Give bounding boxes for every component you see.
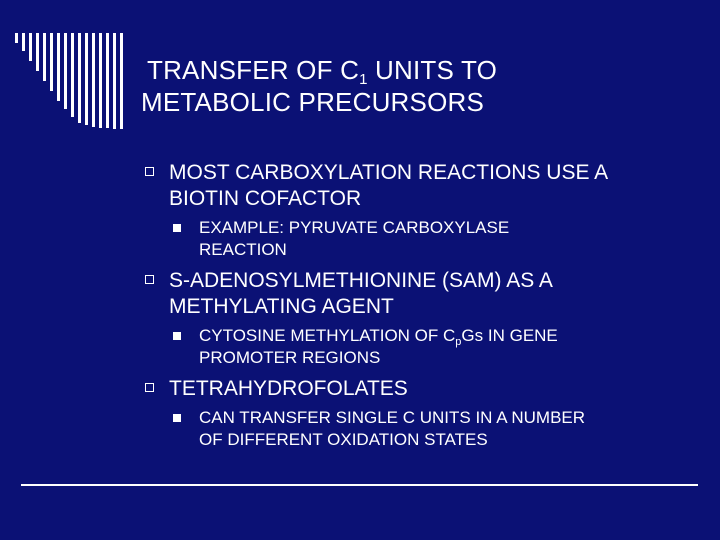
slide-title-line2: METABOLIC PRECURSORS [141,87,485,117]
sub-bullet-text: CYTOSINE METHYLATION OF $C_pGs$ IN GENE PROMOTER REGIONS [199,326,558,367]
hollow-square-bullet-icon [145,275,154,284]
sub-bullet-text: CAN TRANSFER SINGLE C UNITS IN A NUMBER OF DIFFERENT OXIDATION STATES [199,408,586,449]
footer-divider-line [21,484,698,486]
bullet-text: TETRAHYDROFOLATES [169,377,408,400]
filled-square-bullet-icon [173,414,181,422]
filled-square-bullet-icon [173,332,181,340]
bullet-text: S-ADENOSYLMETHIONINE (SAM) AS A METHYLATING AGENT [169,269,553,318]
filled-square-bullet-icon [173,224,181,232]
slide-title-line1: TRANSFER OF $C_1$ UNITS TO [147,55,498,88]
hollow-square-bullet-icon [145,383,154,392]
hollow-square-bullet-icon [145,167,154,176]
sub-bullet-text: EXAMPLE: PYRUVATE CARBOXYLASE REACTION [199,218,510,259]
bullet-text: MOST CARBOXYLATION REACTIONS USE A BIOTIN COFACTOR [169,161,609,210]
